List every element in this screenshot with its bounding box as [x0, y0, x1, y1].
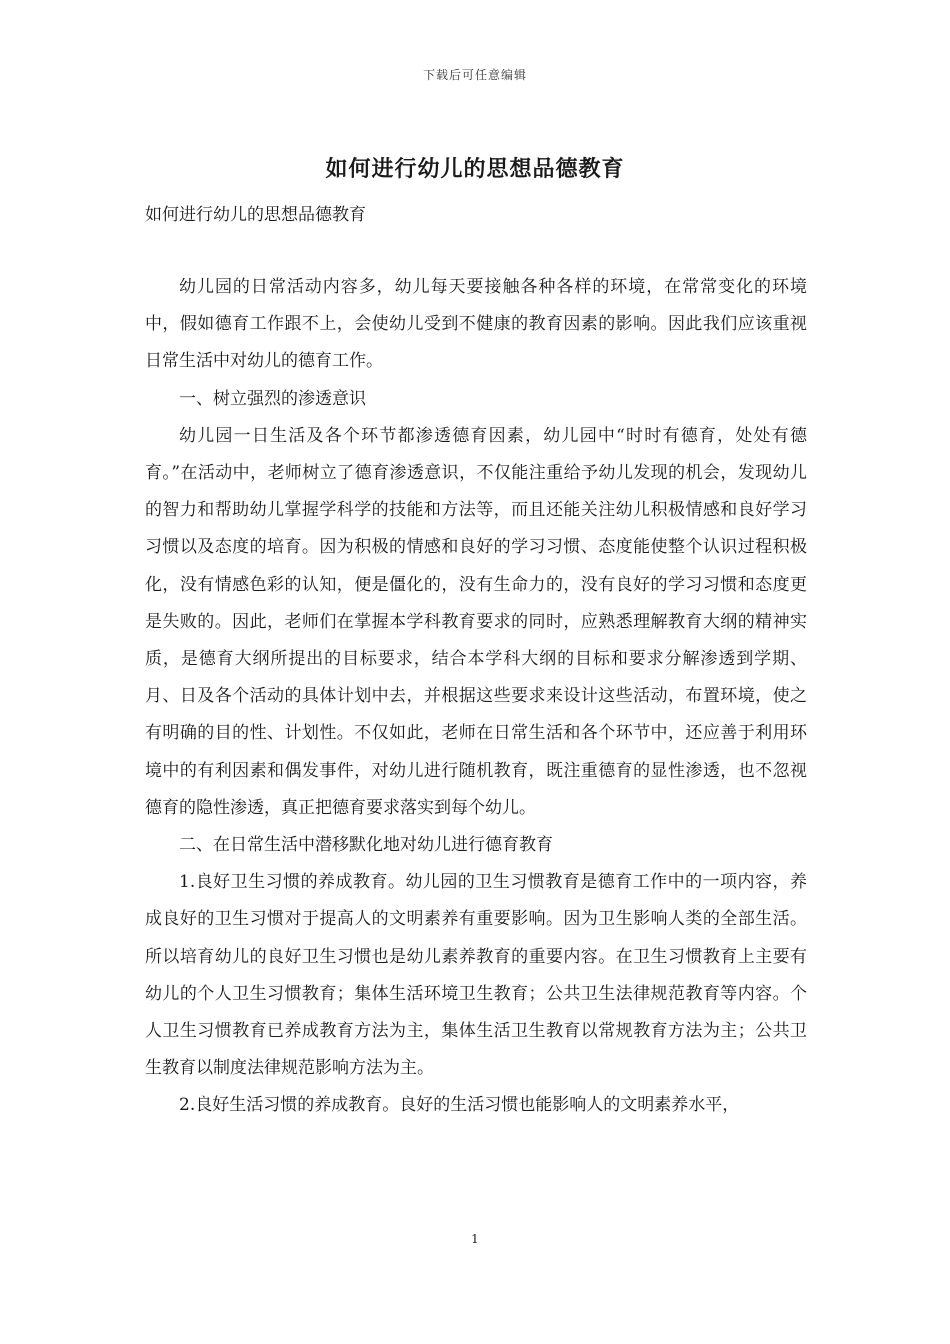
- paragraph-intro: 幼儿园的日常活动内容多，幼儿每天要接触各种各样的环境，在常常变化的环境中，假如德育工作跟不上，会使幼儿受到不健康的教育因素的影响。因此我们应该重视日常生活中对幼儿的德育工作。: [145, 277, 807, 372]
- section-heading-2: 二、在日常生活中潜移默化地对幼儿进行德育教育: [179, 835, 553, 856]
- paragraph-hygiene-habits: 1.良好卫生习惯的养成教育。幼儿园的卫生习惯教育是德育工作中的一项内容，养成良好的卫生习惯对于提高人的文明素养有重要影响。因为卫生影响人类的全部生活。所以培育幼儿的良好卫生习惯也是幼儿素养教育的重要内容。在卫生习惯教育上主要有幼儿的个人卫生习惯教育；集体生活环境卫生教育；公共卫生法律规范教育等内容。个人卫生习惯教育已养成教育方法为主，集体生活卫生教育以常规教育方法为主；公共卫生教育以制度法律规范影响方法为主。: [145, 872, 807, 1079]
- paragraph-section-1: 幼儿园一日生活及各个环节都渗透德育因素，幼儿园中“时时有德育，处处有德育。”在活动中，老师树立了德育渗透意识，不仅能注重给予幼儿发现的机会，发现幼儿的智力和帮助幼儿掌握学科学的技能和方法等，而且还能关注幼儿积极情感和良好学习习惯以及态度的培育。因为积极的情感和良好的学习习惯、态度能使整个认识过程积极化，没有情感色彩的认知，便是僵化的，没有生命力的，没有良好的学习习惯和态度更是失败的。因此，老师们在掌握本学科教育要求的同时，应熟悉理解教育大纲的精神实质，是德育大纲所提出的目标要求，结合本学科大纲的目标和要求分解渗透到学期、月、日及各个活动的具体计划中去，并根据这些要求来设计这些活动，布置环境，使之有明确的目的性、计划性。不仅如此，老师在日常生活和各个环节中，还应善于利用环境中的有利因素和偶发事件，对幼儿进行随机教育，既注重德育的显性渗透，也不忽视德育的隐性渗透，真正把德育要求落实到每个幼儿。: [145, 425, 807, 818]
- paragraph-living-habits: 2.良好生活习惯的养成教育。良好的生活习惯也能影响人的文明素养水平，: [179, 1095, 740, 1116]
- document-subtitle: 如何进行幼儿的思想品德教育: [145, 205, 366, 225]
- page-number: 1: [471, 1232, 479, 1246]
- document-title: 如何进行幼儿的思想品德教育: [325, 156, 625, 182]
- section-heading-1: 一、树立强烈的渗透意识: [179, 388, 366, 409]
- page-header-note: 下载后可任意编辑: [422, 68, 527, 82]
- document-body: [145, 269, 807, 1125]
